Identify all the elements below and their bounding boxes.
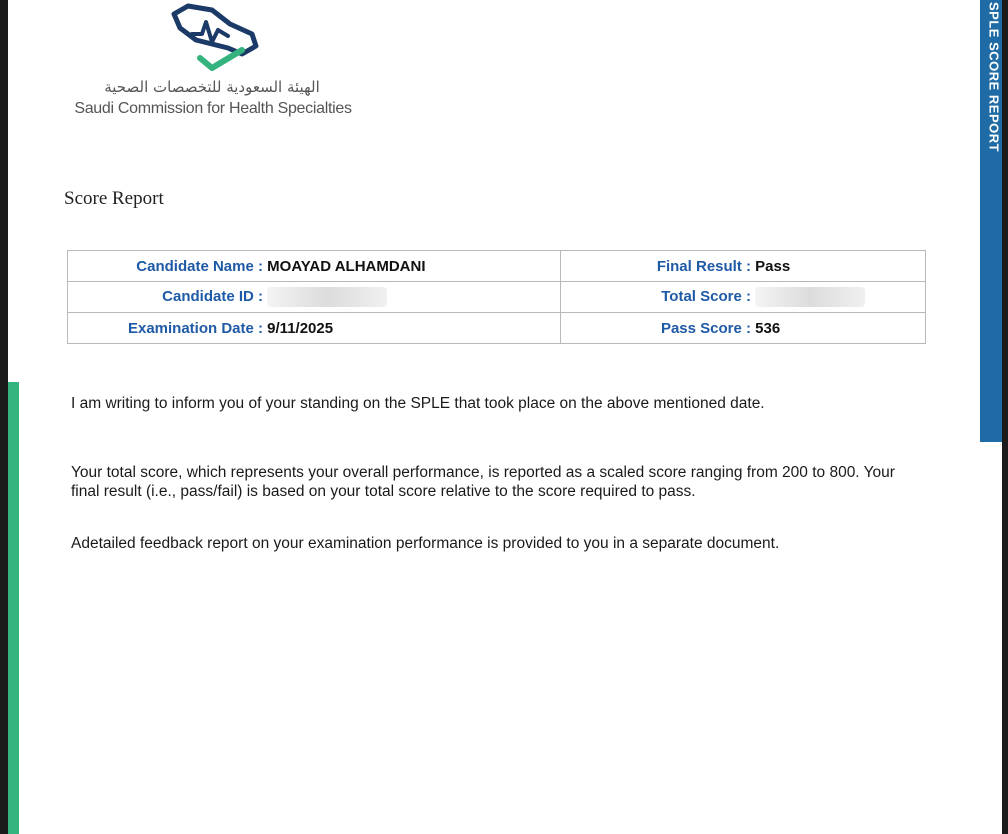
pass-score-label: Pass Score : xyxy=(660,319,751,337)
candidate-name-label: Candidate Name : xyxy=(136,257,263,275)
paragraph-score-explanation: Your total score, which represents your overall performance, is reported as a scaled score ranging from 200 to 800. Your final result (i.e., pass/fail) is based on your total score relative to the score required to pass. xyxy=(71,464,895,500)
candidate-name-cell xyxy=(68,251,561,282)
pass-score-cell xyxy=(561,313,926,344)
table-row xyxy=(68,282,926,313)
scfhs-logo-icon xyxy=(166,0,262,72)
total-score-label: Total Score : xyxy=(661,287,751,305)
candidate-id-label: Candidate ID : xyxy=(162,287,263,305)
total-score-cell xyxy=(561,282,926,313)
final-result-label: Final Result : xyxy=(656,257,751,275)
paragraph-feedback: Adetailed feedback report on your examination performance is provided to you in a separate document. xyxy=(71,535,780,552)
candidate-id-redacted xyxy=(267,287,387,307)
final-result-value: Pass xyxy=(755,257,791,275)
side-tab-label: SPLE SCORE REPORT xyxy=(986,2,1002,153)
table-row xyxy=(68,251,926,282)
org-name-arabic: الهيئة السعودية للتخصصات الصحية xyxy=(104,78,320,96)
pass-score-value: 536 xyxy=(755,319,781,337)
candidate-id-cell xyxy=(68,282,561,313)
org-name-english: Saudi Commission for Health Specialties xyxy=(74,100,352,117)
final-result-cell xyxy=(561,251,926,282)
total-score-redacted xyxy=(755,287,865,307)
right-border xyxy=(1002,0,1008,834)
exam-date-label: Examination Date : xyxy=(127,319,263,337)
candidate-name-value: MOAYAD ALHAMDANI xyxy=(267,257,426,275)
document-title: Score Report xyxy=(64,188,164,209)
exam-date-cell xyxy=(68,313,561,344)
left-border xyxy=(0,0,8,834)
exam-date-value: 9/11/2025 xyxy=(267,319,334,337)
left-accent-bar xyxy=(8,382,19,834)
candidate-info-table xyxy=(67,250,926,344)
table-row xyxy=(68,313,926,344)
paragraph-intro: I am writing to inform you of your standing on the SPLE that took place on the above mentioned date. xyxy=(71,395,765,412)
